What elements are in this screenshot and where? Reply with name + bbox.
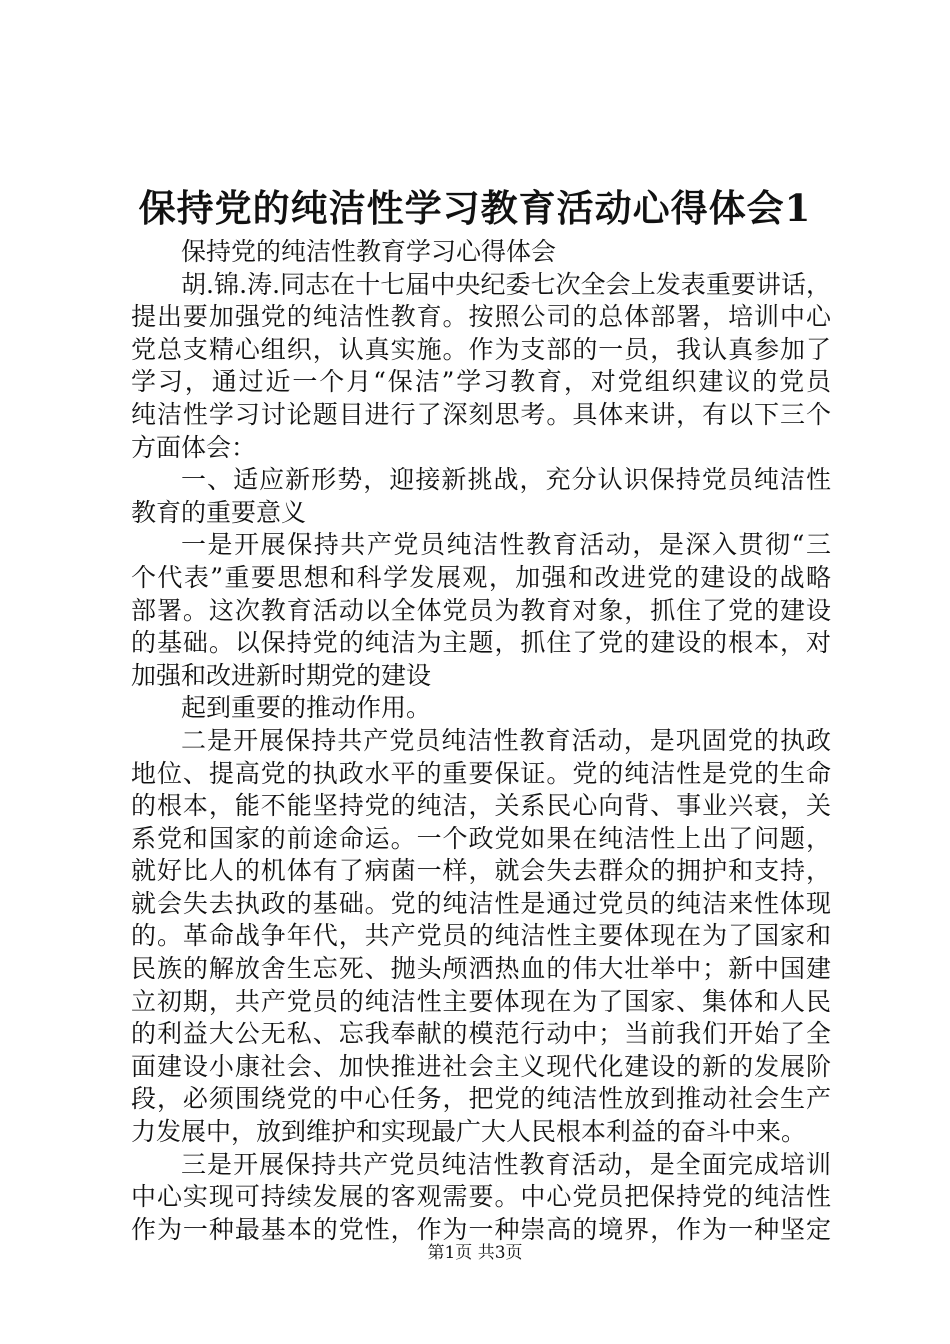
text-line: 立初期，共产党员的纯洁性主要体现在为了国家、集体和人民 (131, 986, 831, 1016)
text-line: 教育的重要意义 (131, 497, 307, 527)
text-line: 三是开展保持共产党员纯洁性教育活动，是全面完成培训 (181, 1149, 831, 1179)
document-body (131, 236, 831, 1246)
text-line: 保持党的纯洁性教育学习心得体会 (181, 237, 557, 266)
text-line: 的基础。以保持党的纯洁为主题，抓住了党的建设的根本，对 (131, 628, 831, 658)
text-line: 段，必须围绕党的中心任务，把党的纯洁性放到推动社会生产 (131, 1084, 831, 1114)
text-line: 一是开展保持共产党员纯洁性教育活动，是深入贯彻“三 (181, 530, 831, 560)
text-line: 纯洁性学习讨论题目进行了深刻思考。具体来讲，有以下三个 (131, 399, 831, 429)
text-line: 个代表”重要思想和科学发展观，加强和改进党的建设的战略 (131, 562, 831, 592)
text-line: 面建设小康社会、加快推进社会主义现代化建设的新的发展阶 (131, 1051, 831, 1081)
page-footer: 第1页 共3页 (427, 1243, 523, 1263)
document-title: 保持党的纯洁性学习教育活动心得体会1 (138, 186, 812, 230)
text-line: 中心实现可持续发展的客观需要。中心党员把保持党的纯洁性 (131, 1182, 831, 1212)
text-line: 的利益大公无私、忘我奉献的模范行动中；当前我们开始了全 (131, 1019, 831, 1049)
text-line: 就会失去执政的基础。党的纯洁性是通过党员的纯洁来性体现 (131, 888, 831, 918)
text-line: 地位、提高党的执政水平的重要保证。党的纯洁性是党的生命 (131, 758, 831, 788)
text-line: 方面体会： (131, 432, 257, 462)
text-line: 提出要加强党的纯洁性教育。按照公司的总体部署，培训中心 (131, 302, 831, 332)
text-line: 一、适应新形势，迎接新挑战，充分认识保持党员纯洁性 (181, 465, 831, 495)
text-line: 力发展中，放到维护和实现最广大人民根本利益的奋斗中来。 (131, 1117, 807, 1147)
text-line: 起到重要的推动作用。 (181, 693, 432, 723)
text-line: 党总支精心组织，认真实施。作为支部的一员，我认真参加了 (131, 334, 831, 364)
text-line: 就好比人的机体有了病菌一样，就会失去群众的拥护和支持， (131, 856, 831, 886)
text-line: 学习，通过近一个月“保洁”学习教育，对党组织建议的党员 (131, 367, 831, 397)
text-line: 的。革命战争年代，共产党员的纯洁性主要体现在为了国家和 (131, 921, 831, 951)
text-line: 加强和改进新时期党的建设 (131, 660, 432, 690)
text-line: 的根本，能不能坚持党的纯洁，关系民心向背、事业兴衰，关 (131, 791, 831, 821)
text-line: 民族的解放舍生忘死、抛头颅洒热血的伟大壮举中；新中国建 (131, 954, 831, 984)
text-line: 作为一种最基本的党性，作为一种崇高的境界，作为一种坚定 (131, 1214, 831, 1244)
text-line: 二是开展保持共产党员纯洁性教育活动，是巩固党的执政 (181, 725, 831, 755)
text-line: 部署。这次教育活动以全体党员为教育对象，抓住了党的建设 (131, 595, 831, 625)
text-line: 胡.锦.涛.同志在十七届中央纪委七次全会上发表重要讲话， (181, 269, 831, 299)
text-line: 系党和国家的前途命运。一个政党如果在纯洁性上出了问题， (131, 823, 831, 853)
